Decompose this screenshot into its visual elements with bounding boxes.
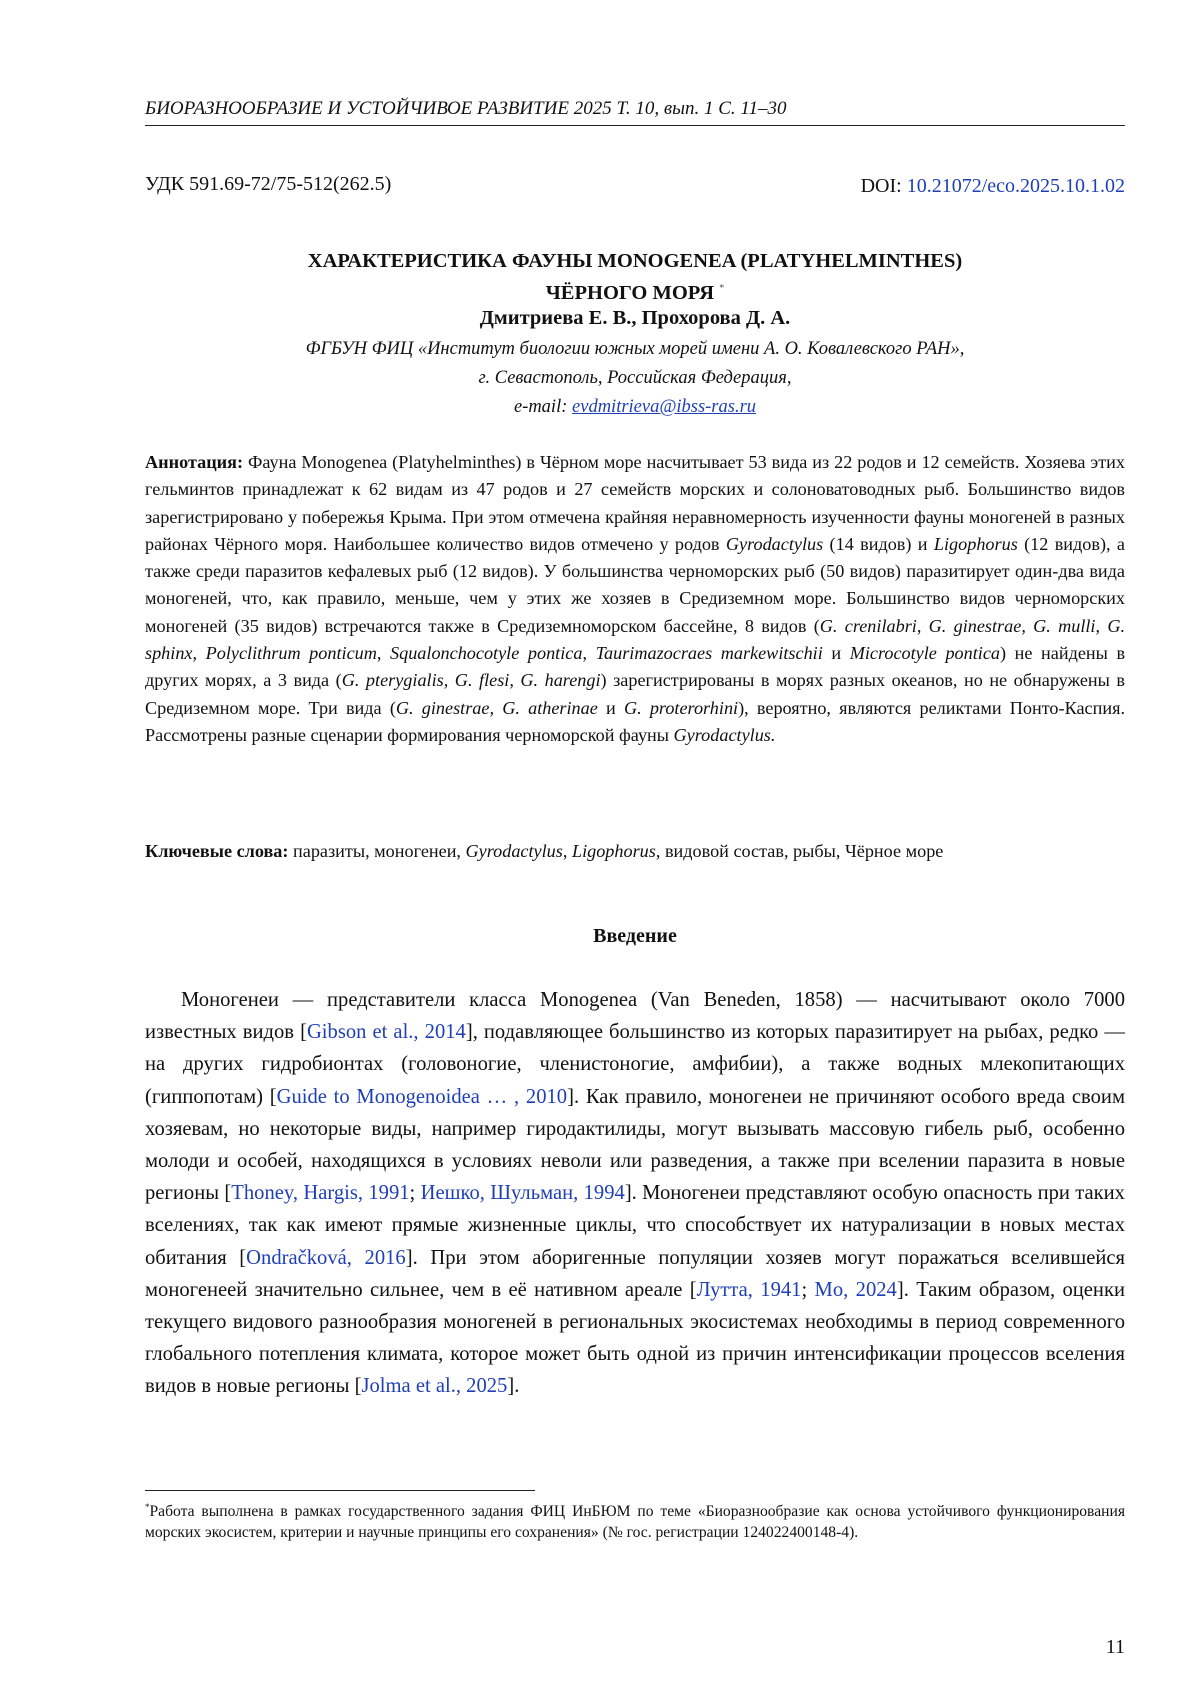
abstract-taxon: G. proterorhini [623, 697, 739, 718]
abstract-taxon: G. pterygialis, G. flesi, G. harengi [341, 670, 601, 691]
abstract-taxon: Gyrodactylus [725, 533, 824, 554]
citation-link[interactable]: Gibson et al., 2014 [306, 1021, 466, 1044]
abstract-label: Аннотация: [145, 452, 244, 472]
abstract-taxon: Gyrodactylus. [673, 724, 776, 745]
abstract-taxon: Microcotyle pontica [849, 643, 1001, 664]
abstract-text: , [376, 643, 391, 664]
keyword-taxon: Gyrodactylus [465, 841, 563, 861]
abstract-text: , [582, 643, 596, 664]
abstract-text: (14 видов) и [823, 533, 934, 554]
title-line-2 [145, 275, 1125, 307]
title-footnote-mark[interactable]: * [719, 283, 725, 294]
abstract-text: ) не найдены в других морях, а 3 вида ( [145, 643, 1126, 691]
intro-text: ]. Как правило, моногенеи не причиняют особого вреда своим хозяевам, но некоторые виды, например гиродактилиды, могут вызывать массовую гибель рыб, особенно молоди и особей, находящихся в условиях неволи или разведения, а также при вселении паразита в новые регионы [ [145, 1085, 1125, 1205]
article-title [145, 248, 1125, 307]
citation-link[interactable]: Ondračková, 2016 [246, 1246, 406, 1269]
authors: Дмитриева Е. В., Прохорова Д. А. [479, 307, 791, 329]
intro-paragraph [145, 984, 1125, 1403]
doi-label: DOI: [860, 175, 907, 197]
intro-text: ]. При этом аборигенные популяции хозяев могут поражаться вселившейся моногенеей значительно сильнее, чем в её нативном ареале [ [145, 1246, 1125, 1301]
udk-code: УДК 591.69-72/75-512(262.5) [145, 173, 392, 195]
intro-text: ]. [507, 1375, 520, 1398]
page-number: 11 [1105, 1636, 1125, 1658]
intro-text: Моногенеи — представители класса Monogenea (Van Beneden, 1858) — насчитывают около 7000 известных видов [ [145, 989, 1125, 1044]
section-heading: Введение [593, 925, 677, 947]
abstract-taxon: Polyclithrum ponticum [205, 643, 377, 664]
citation-link[interactable]: Guide to Monogenoidea … , 2010 [276, 1085, 568, 1108]
abstract-taxon: G. crenilabri [819, 615, 917, 636]
abstract-text: ) зарегистрированы в морях разных океанов, но не обнаружены в Средиземном море. Три вида ( [145, 670, 1125, 718]
abstract-taxon: Squalonchocotyle pontica [390, 643, 583, 664]
affiliation-line-1: ФГБУН ФИЦ «Институт биологии южных морей имени А. О. Ковалевского РАН», [305, 339, 965, 359]
citation-link[interactable]: Jolma et al., 2025 [361, 1375, 508, 1398]
journal-header: БИОРАЗНООБРАЗИЕ И УСТОЙЧИВОЕ РАЗВИТИЕ 2025 Т. 10, вып. 1 С. 11–30 [145, 97, 1125, 126]
footnote-mark: * [145, 1502, 150, 1512]
email-label: e-mail: [513, 397, 573, 417]
abstract-taxon: G. sphinx [145, 615, 1126, 664]
doi-link[interactable]: 10.21072/eco.2025.10.1.02 [906, 175, 1125, 197]
abstract-taxon: G. mulli [1033, 615, 1096, 636]
abstract-taxon: Taurimazocraes markewitschii [595, 643, 823, 664]
title-line-2-text: ЧЁРНОГО МОРЯ [545, 281, 715, 304]
title-line-1: ХАРАКТЕРИСТИКА ФАУНЫ MONOGENEA (PLATYHELMINTHES) [307, 250, 963, 272]
abstract-taxon: G. ginestrae, G. atherinae [395, 697, 598, 718]
keywords-text: , [562, 841, 572, 861]
footnote [145, 1497, 1125, 1543]
keywords-text: паразиты, моногенеи, [288, 841, 466, 861]
footnote-divider [145, 1490, 535, 1491]
intro-text: ], подавляющее большинство из которых паразитирует на рыбах, редко — на других гидробионтах (головоногие, членистоногие, амфибии), а также водных млекопитающих (гиппопотам) [ [145, 1021, 1125, 1108]
intro-text: ]. Моногенеи представляют особую опасность при таких вселениях, так как имеют прямые жизненные циклы, что способствует их натурализации в новых местах обитания [ [145, 1182, 1125, 1269]
abstract [145, 449, 1125, 749]
intro-text: ; [801, 1278, 815, 1301]
abstract-text: , [192, 643, 206, 664]
doi [861, 175, 1125, 198]
keywords [145, 838, 1125, 865]
abstract-taxon: Ligophorus [933, 533, 1018, 554]
abstract-taxon: G. ginestrae [928, 615, 1022, 636]
citation-link[interactable]: Лутта, 1941 [696, 1278, 802, 1301]
affiliation-line-2: г. Севастополь, Российская Федерация, [478, 368, 792, 388]
abstract-text: , [1095, 615, 1108, 636]
citation-link[interactable]: Mo, 2024 [814, 1278, 897, 1301]
abstract-text: , [916, 615, 929, 636]
keywords-text: , видовой состав, рыбы, Чёрное море [655, 841, 944, 861]
email-line [145, 393, 1125, 422]
abstract-text: , [1021, 615, 1034, 636]
intro-text: ; [409, 1182, 421, 1205]
abstract-text: и [597, 697, 624, 718]
intro-text: ]. Таким образом, оценки текущего видового разнообразия моногеней в региональных экосистемах необходимы в период современного глобального потепления климата, которое может быть одной из причин интенсификации процессов вселения видов в новые регионы [ [145, 1278, 1125, 1398]
email-link[interactable]: evdmitrieva@ibss-ras.ru [572, 397, 757, 417]
abstract-text: и [822, 643, 850, 664]
citation-link[interactable]: Thoney, Hargis, 1991 [231, 1182, 410, 1205]
affiliation [145, 335, 1125, 422]
footnote-text: Работа выполнена в рамках государственного задания ФИЦ ИнБЮМ по теме «Биоразнообразие как основа устойчивого функционирования морских экосистем, критерии и научные принципы его сохранения» (№ гос. регистрации 124022400148-4). [145, 1503, 1125, 1542]
keyword-taxon: Ligophorus [571, 841, 656, 861]
abstract-text: (12 видов), а также среди паразитов кефалевых рыб (12 видов). У большинства черноморских рыб (50 видов) паразитирует один-два вида моногеней, что, как правило, меньше, чем у этих же хозяев в Средиземном море. Большинство видов черноморских моногеней (35 видов) встречаются также в Средиземноморском бассейне, 8 видов ( [145, 533, 1125, 636]
keywords-label: Ключевые слова: [145, 841, 289, 861]
citation-link[interactable]: Иешко, Шульман, 1994 [420, 1182, 625, 1205]
abstract-text: Фауна Monogenea (Platyhelminthes) в Чёрном море насчитывает 53 вида из 22 родов и 12 семейств. Хозяева этих гельминтов принадлежат к 62 видам из 47 родов и 27 семейств морских и солоноватоводных рыб. Большинство видов зарегистрировано у побережья Крыма. При этом отмечена крайняя неравномерность изученности фауны моногеней в разных районах Чёрного моря. Наибольшее количество видов отмечено у родов [145, 452, 1125, 554]
abstract-text: ), вероятно, являются реликтами Понто-Каспия. Рассмотрены разные сценарии формирования черноморской фауны [145, 697, 1125, 745]
